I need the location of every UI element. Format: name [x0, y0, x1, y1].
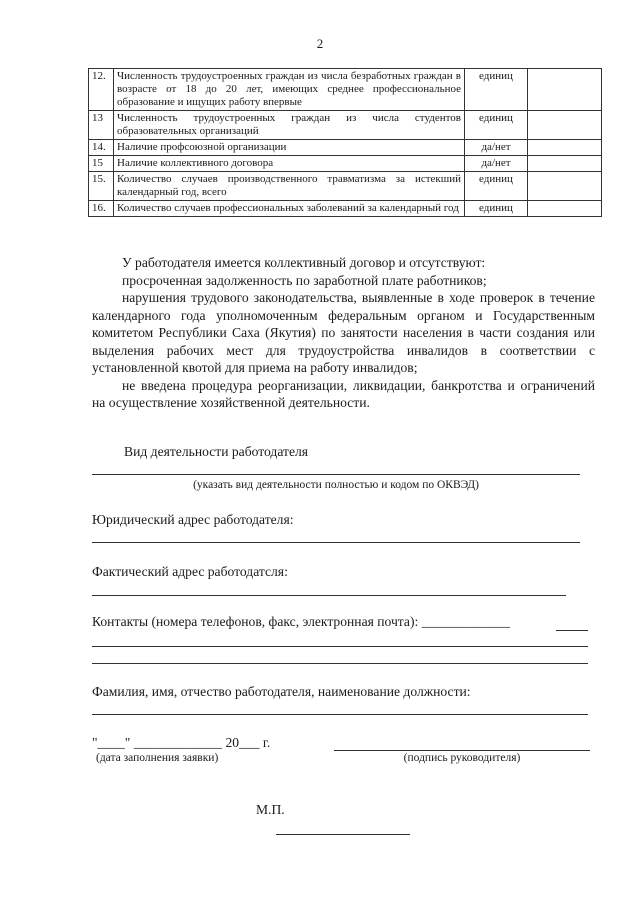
row-value[interactable] [528, 172, 602, 201]
date-day[interactable]: "____" [92, 735, 131, 750]
row-unit: единиц [465, 172, 528, 201]
row-value[interactable] [528, 156, 602, 172]
table-row [89, 172, 602, 201]
legal-address-input-line[interactable] [92, 542, 580, 543]
row-unit: да/нет [465, 156, 528, 172]
table-row [89, 69, 602, 111]
row-text: Количество случаев производственного травматизма за истекший календарный год, всего [114, 172, 465, 201]
activity-input-line[interactable] [92, 474, 580, 475]
activity-hint: (указать вид деятельности полностью и кодом по ОКВЭД) [193, 479, 479, 491]
row-value[interactable] [528, 111, 602, 140]
actual-address-input-line[interactable] [92, 595, 566, 596]
fullname-input-line[interactable] [92, 714, 588, 715]
date-fields [92, 735, 270, 751]
row-number: 15 [89, 156, 114, 172]
stamp-label: М.П. [256, 802, 285, 817]
table-row [89, 156, 602, 172]
paragraph: не введена процедура реорганизации, ликвидации, банкротства и ограничений на осуществление хозяйственной деятельности. [92, 377, 595, 410]
row-text: Наличие профсоюзной организации [114, 140, 465, 156]
row-unit: да/нет [465, 140, 528, 156]
table-row [89, 111, 602, 140]
table-row [89, 140, 602, 156]
row-number: 14. [89, 140, 114, 156]
row-number: 15. [89, 172, 114, 201]
row-text: Наличие коллективного договора [114, 156, 465, 172]
row-value[interactable] [528, 140, 602, 156]
row-text: Численность трудоустроенных граждан из числа безработных граждан в возрасте от 18 до 20 лет, имеющих среднее профессиональное образование и ищущих работу впервые [114, 69, 465, 111]
row-value[interactable] [528, 69, 602, 111]
row-text: Численность трудоустроенных граждан из числа студентов образовательных организаций [114, 111, 465, 140]
contacts-label: Контакты (номера телефонов, факс, электронная почта): _____________ [92, 614, 511, 629]
fullname-label: Фамилия, имя, отчество работодателя, наименование должности: [92, 684, 471, 699]
table-row [89, 201, 602, 217]
conditions-text [92, 254, 595, 412]
stamp-line [276, 834, 410, 835]
row-unit: единиц [465, 201, 528, 217]
row-number: 16. [89, 201, 114, 217]
row-number: 12. [89, 69, 114, 111]
signature-input-line[interactable] [334, 750, 590, 751]
paragraph: просроченная задолженность по заработной плате работников; [122, 272, 487, 288]
actual-address-label: Фактический адрес работодатсля: [92, 564, 288, 579]
date-year[interactable]: 20___ г. [225, 735, 271, 750]
legal-address-label: Юридический адрес работодателя: [92, 512, 294, 527]
signature-hint: (подпись руководителя) [403, 752, 521, 764]
row-unit: единиц [465, 111, 528, 140]
date-hint: (дата заполнения заявки) [96, 752, 219, 764]
indicators-table [88, 68, 602, 217]
row-value[interactable] [528, 201, 602, 217]
paragraph: У работодателя имеется коллективный договор и отсутствуют: [122, 255, 486, 270]
date-month[interactable]: _____________ [133, 735, 223, 750]
row-unit: единиц [465, 69, 528, 111]
paragraph: нарушения трудового законодательства, выявленные в ходе проверок в течение календарного года уполномоченным федеральным органом и Государственным комитетом Республики Саха (Якутия) по занятости населения в части создания или выделения рабочих мест для трудоустройства инвалидов в соответствии с установленной квотой для приема на работу инвалидов; [92, 290, 595, 375]
activity-label: Вид деятельности работодателя [124, 444, 309, 459]
contacts-input-line[interactable] [556, 630, 588, 631]
contacts-input-line-2[interactable] [92, 646, 588, 647]
contacts-input-line-3[interactable] [92, 663, 588, 664]
page-number: 2 [316, 36, 324, 51]
row-text: Количество случаев профессиональных заболеваний за календарный год [114, 201, 465, 217]
row-number: 13 [89, 111, 114, 140]
